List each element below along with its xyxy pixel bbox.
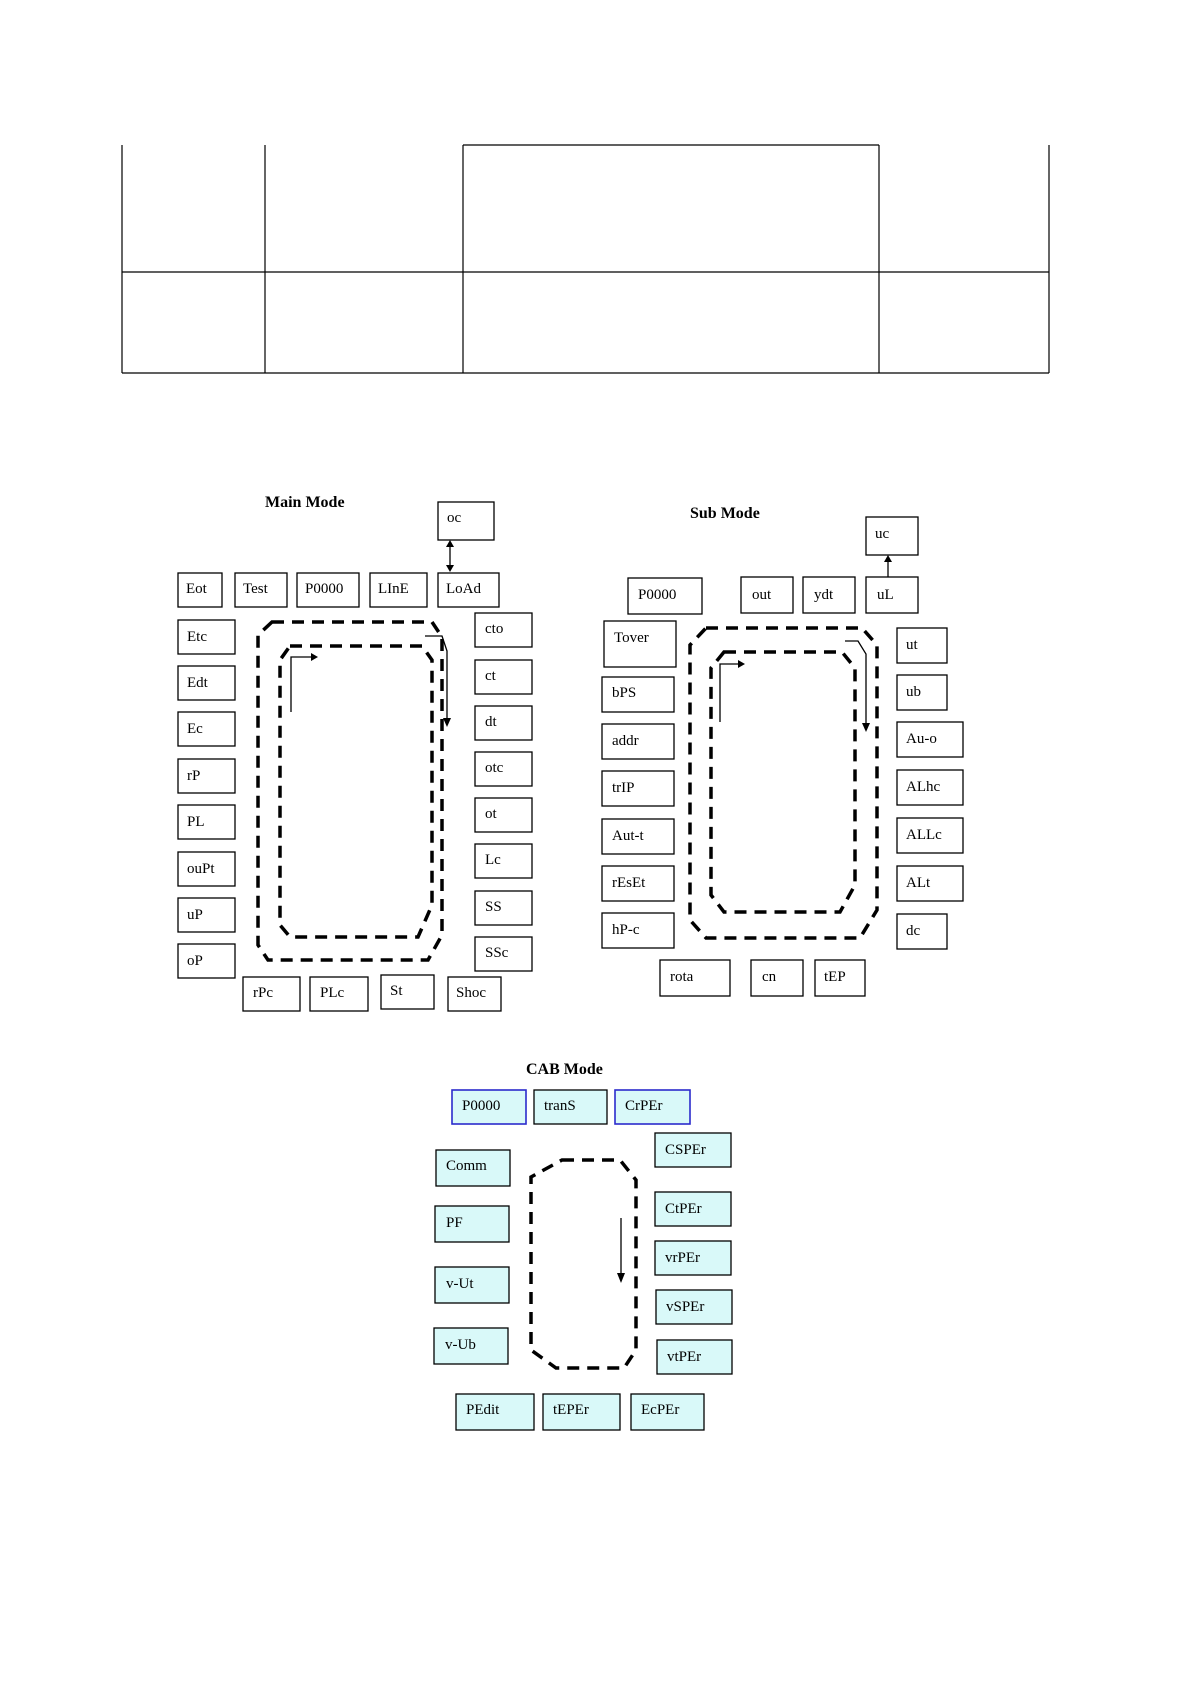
svg-text:rPc: rPc [253, 985, 273, 1001]
svg-text:CrPEr: CrPEr [625, 1098, 663, 1114]
svg-text:v-Ub: v-Ub [445, 1337, 476, 1353]
svg-text:uL: uL [877, 587, 894, 603]
sub-mode-box-tep [815, 960, 865, 996]
svg-text:ALLc: ALLc [906, 827, 942, 843]
sub-mode-box-alt [897, 866, 963, 901]
cab-mode-arrow-head [617, 1273, 625, 1283]
cab-mode-title: CAB Mode [526, 1061, 603, 1078]
svg-text:PL: PL [187, 814, 205, 830]
cab-mode-top-row [452, 1090, 690, 1124]
main-mode-box-ss [475, 891, 532, 925]
sub-mode-box-reset [602, 866, 674, 901]
cab-mode-box-csper [655, 1133, 731, 1167]
svg-text:Comm: Comm [446, 1158, 487, 1174]
svg-text:LoAd: LoAd [446, 581, 481, 597]
svg-text:ut: ut [906, 637, 918, 653]
sub-mode-box-dc [897, 914, 947, 949]
svg-text:vSPEr: vSPEr [666, 1299, 705, 1315]
cab-mode-box-pf [435, 1206, 509, 1242]
svg-text:PEdit: PEdit [466, 1402, 500, 1418]
sub-mode-box-trip [602, 771, 674, 806]
sub-mode-left-column [602, 621, 676, 948]
main-mode-entry-line [291, 657, 311, 712]
main-mode-outer-loop [258, 622, 442, 960]
main-mode-box-line [370, 573, 427, 607]
main-mode-box-pl [178, 805, 235, 839]
svg-text:cto: cto [485, 621, 504, 637]
main-mode-box-otc [475, 752, 532, 786]
main-mode-box-lc [475, 844, 532, 878]
svg-text:v-Ut: v-Ut [446, 1276, 474, 1292]
main-mode-exit-arrow [443, 718, 451, 727]
svg-text:PLc: PLc [320, 985, 345, 1001]
svg-text:P0000: P0000 [638, 587, 677, 603]
sub-mode-box-ut [897, 628, 947, 663]
svg-text:hP-c: hP-c [612, 922, 640, 938]
svg-text:ot: ot [485, 806, 497, 822]
sub-mode-outer-loop [690, 628, 877, 938]
cab-mode-loop [531, 1160, 636, 1368]
main-mode-left-column [178, 620, 235, 978]
cab-mode-box-comm [436, 1150, 510, 1186]
svg-text:ALhc: ALhc [906, 779, 941, 795]
main-mode-entry-arrow [311, 653, 318, 661]
main-mode-right-column [475, 613, 532, 971]
svg-text:Au-o: Au-o [906, 731, 937, 747]
svg-text:Aut-t: Aut-t [612, 828, 644, 844]
svg-text:CSPEr: CSPEr [665, 1142, 706, 1158]
main-mode-box-rp [178, 759, 235, 793]
main-mode-box-shoc [448, 977, 501, 1011]
svg-text:tEPEr: tEPEr [553, 1402, 589, 1418]
sub-mode-box-bps [602, 677, 674, 712]
svg-text:bPS: bPS [612, 685, 637, 701]
sub-mode-uc-label: uc [875, 526, 890, 542]
cab-mode-box-v-ub [434, 1328, 508, 1364]
svg-text:ydt: ydt [814, 587, 834, 603]
main-mode-oc-arrow-up [446, 540, 454, 547]
main-mode-oc-box [438, 502, 494, 540]
cab-mode-box-ctper [655, 1192, 731, 1226]
svg-text:oP: oP [187, 953, 203, 969]
svg-text:tEP: tEP [824, 969, 846, 985]
sub-mode-box-allc [897, 818, 963, 853]
cab-mode-right-column [655, 1133, 732, 1374]
main-mode-oc-arrow-down [446, 565, 454, 572]
main-mode-diagram [178, 494, 532, 1011]
sub-mode-box-ul [866, 577, 918, 613]
sub-mode-title: Sub Mode [690, 505, 760, 522]
svg-text:Tover: Tover [614, 630, 649, 646]
cab-mode-box-ecper [631, 1394, 704, 1430]
svg-text:ouPt: ouPt [187, 861, 215, 877]
sub-mode-uc-arrow-up [884, 555, 892, 562]
sub-mode-entry-line [720, 664, 738, 722]
svg-text:Eot: Eot [186, 581, 207, 597]
main-mode-box-rpc [243, 977, 300, 1011]
svg-text:rEsEt: rEsEt [612, 875, 646, 891]
sub-mode-exit-arrow [862, 723, 870, 732]
main-mode-box-eot [178, 573, 222, 607]
svg-text:Edt: Edt [187, 675, 208, 691]
svg-text:EcPEr: EcPEr [641, 1402, 680, 1418]
cab-mode-box-teper [543, 1394, 620, 1430]
svg-text:ub: ub [906, 684, 921, 700]
sub-mode-bottom-row [660, 960, 865, 996]
svg-text:vtPEr: vtPEr [667, 1349, 702, 1365]
main-mode-box-dt [475, 706, 532, 740]
svg-text:ALt: ALt [906, 875, 931, 891]
main-mode-box-edt [178, 666, 235, 700]
main-mode-box-cto [475, 613, 532, 647]
svg-text:out: out [752, 587, 772, 603]
sub-mode-box-rota [660, 960, 730, 996]
main-mode-box-ot [475, 798, 532, 832]
svg-text:vrPEr: vrPEr [665, 1250, 700, 1266]
main-mode-box-etc [178, 620, 235, 654]
main-mode-box-op [178, 944, 235, 978]
main-mode-box-p0000 [297, 573, 359, 607]
main-mode-bottom-row [243, 975, 501, 1011]
main-mode-box-plc [310, 977, 368, 1011]
sub-mode-box-ub [897, 675, 947, 710]
main-mode-box-test [235, 573, 287, 607]
svg-text:Shoc: Shoc [456, 985, 486, 1001]
sub-mode-box-cn [751, 960, 803, 996]
cab-mode-box-crper [615, 1090, 690, 1124]
svg-text:ct: ct [485, 668, 496, 684]
cab-mode-left-column [434, 1150, 510, 1364]
svg-text:rP: rP [187, 768, 201, 784]
sub-mode-box-tover [604, 621, 676, 667]
svg-text:uP: uP [187, 907, 203, 923]
svg-text:St: St [390, 983, 403, 999]
main-mode-box-up [178, 898, 235, 932]
svg-text:PF: PF [446, 1215, 463, 1231]
svg-text:otc: otc [485, 760, 504, 776]
main-mode-oc-label: oc [447, 510, 462, 526]
svg-text:Ec: Ec [187, 721, 203, 737]
sub-mode-right-column [897, 628, 963, 949]
svg-text:addr: addr [612, 733, 639, 749]
svg-text:dt: dt [485, 714, 497, 730]
main-mode-box-oupt [178, 852, 235, 886]
sub-mode-box-p0000 [628, 578, 702, 614]
sub-mode-box-aut-t [602, 819, 674, 854]
sub-mode-box-hp-c [602, 913, 674, 948]
svg-text:trIP: trIP [612, 780, 635, 796]
sub-mode-top-row [628, 577, 918, 614]
svg-text:Lc: Lc [485, 852, 501, 868]
cab-mode-diagram [434, 1061, 732, 1430]
main-mode-inner-loop [280, 646, 432, 937]
main-mode-box-ct [475, 660, 532, 694]
cab-mode-box-trans [534, 1090, 607, 1124]
main-mode-box-st [381, 975, 434, 1009]
cab-mode-box-vsper [656, 1290, 732, 1324]
sub-mode-entry-arrow [738, 660, 745, 668]
cab-mode-bottom-row [456, 1394, 704, 1430]
svg-text:LInE: LInE [378, 581, 409, 597]
svg-text:cn: cn [762, 969, 777, 985]
svg-text:SSc: SSc [485, 945, 509, 961]
sub-mode-box-out [741, 577, 793, 613]
svg-text:CtPEr: CtPEr [665, 1201, 702, 1217]
svg-text:tranS: tranS [544, 1098, 576, 1114]
sub-mode-uc-box [866, 517, 918, 555]
main-mode-box-ssc [475, 937, 532, 971]
svg-text:Etc: Etc [187, 629, 207, 645]
svg-text:rota: rota [670, 969, 694, 985]
sub-mode-box-addr [602, 724, 674, 759]
svg-text:P0000: P0000 [462, 1098, 501, 1114]
cab-mode-box-pedit [456, 1394, 534, 1430]
sub-mode-inner-loop [711, 652, 855, 912]
main-mode-box-load [438, 573, 499, 607]
svg-text:Test: Test [243, 581, 268, 597]
sub-mode-diagram [602, 505, 963, 996]
sub-mode-box-ydt [803, 577, 855, 613]
main-mode-top-row [178, 573, 499, 607]
cab-mode-box-v-ut [435, 1267, 509, 1303]
cab-mode-box-p0000 [452, 1090, 526, 1124]
svg-text:dc: dc [906, 923, 921, 939]
cab-mode-box-vtper [657, 1340, 732, 1374]
main-mode-box-ec [178, 712, 235, 746]
svg-text:P0000: P0000 [305, 581, 344, 597]
sub-mode-box-au-o [897, 722, 963, 757]
svg-text:SS: SS [485, 899, 502, 915]
main-mode-title: Main Mode [265, 494, 345, 511]
sub-mode-box-alhc [897, 770, 963, 805]
cab-mode-box-vrper [655, 1241, 731, 1275]
